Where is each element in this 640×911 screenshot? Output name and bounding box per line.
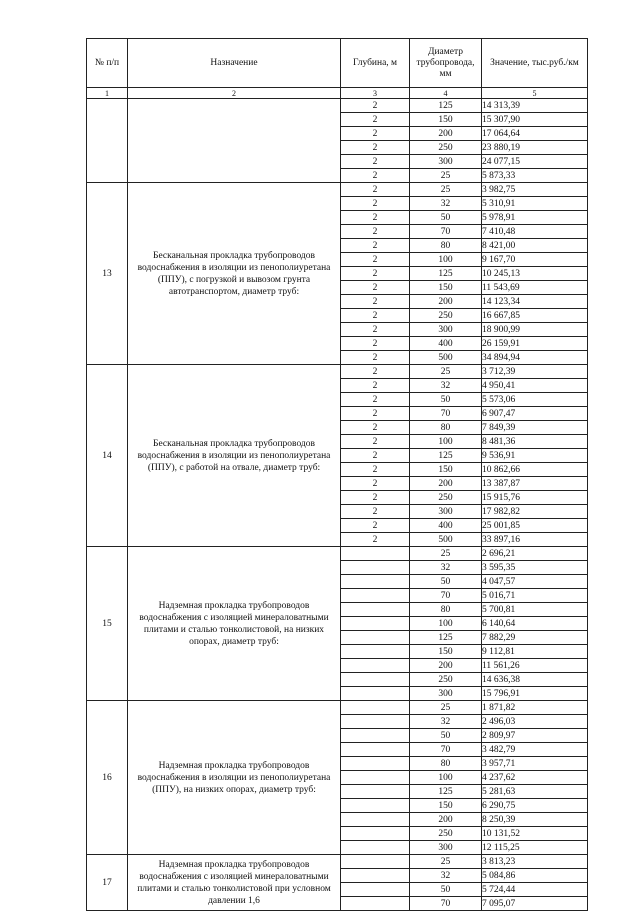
diameter-cell: 300	[410, 841, 482, 855]
value-cell: 26 159,91	[482, 337, 588, 351]
table-row	[87, 183, 588, 197]
diameter-cell: 250	[410, 827, 482, 841]
depth-cell: 2	[341, 99, 410, 113]
depth-cell	[341, 743, 410, 757]
value-cell: 17 982,82	[482, 505, 588, 519]
diameter-cell: 125	[410, 785, 482, 799]
column-index: 5	[482, 88, 588, 99]
value-cell: 24 077,15	[482, 155, 588, 169]
depth-cell	[341, 771, 410, 785]
item-description: Надземная прокладка трубопроводов водоснабжения с изоляцией минераловатными плитами и сталью тонколистовой при условном давлении 1,6	[128, 855, 341, 911]
item-number: 13	[87, 183, 128, 365]
diameter-cell: 150	[410, 463, 482, 477]
column-index: 4	[410, 88, 482, 99]
value-cell: 5 016,71	[482, 589, 588, 603]
depth-cell: 2	[341, 519, 410, 533]
value-cell: 5 084,86	[482, 869, 588, 883]
diameter-cell: 300	[410, 505, 482, 519]
value-cell: 2 696,21	[482, 547, 588, 561]
item-number: 16	[87, 701, 128, 855]
value-cell: 18 900,99	[482, 323, 588, 337]
diameter-cell: 70	[410, 589, 482, 603]
depth-cell	[341, 617, 410, 631]
item-description: Бесканальная прокладка трубопроводов водоснабжения в изоляции из пенополиуретана (ППУ), с погрузкой и вывозом грунта автотранспортом, диаметр труб:	[128, 183, 341, 365]
header-num: № п/п	[87, 39, 128, 88]
diameter-cell: 100	[410, 617, 482, 631]
header-row	[87, 39, 588, 88]
depth-cell: 2	[341, 253, 410, 267]
depth-cell: 2	[341, 505, 410, 519]
depth-cell	[341, 883, 410, 897]
diameter-cell: 250	[410, 309, 482, 323]
depth-cell	[341, 757, 410, 771]
diameter-cell: 50	[410, 211, 482, 225]
column-index: 2	[128, 88, 341, 99]
value-cell: 33 897,16	[482, 533, 588, 547]
depth-cell	[341, 547, 410, 561]
value-cell: 3 482,79	[482, 743, 588, 757]
depth-cell	[341, 855, 410, 869]
value-cell: 5 700,81	[482, 603, 588, 617]
value-cell: 2 496,03	[482, 715, 588, 729]
value-cell: 23 880,19	[482, 141, 588, 155]
depth-cell	[341, 785, 410, 799]
depth-cell	[341, 869, 410, 883]
diameter-cell: 300	[410, 323, 482, 337]
header-value: Значение, тыс.руб./км	[482, 39, 588, 88]
value-cell: 7 882,29	[482, 631, 588, 645]
depth-cell: 2	[341, 393, 410, 407]
depth-cell: 2	[341, 295, 410, 309]
depth-cell: 2	[341, 365, 410, 379]
diameter-cell: 125	[410, 449, 482, 463]
diameter-cell: 32	[410, 561, 482, 575]
value-cell: 25 001,85	[482, 519, 588, 533]
depth-cell: 2	[341, 155, 410, 169]
value-cell: 3 982,75	[482, 183, 588, 197]
item-description: Надземная прокладка трубопроводов водоснабжения в изоляции из пенополиуретана (ППУ), на низких опорах, диаметр труб:	[128, 701, 341, 855]
depth-cell	[341, 631, 410, 645]
item-description	[128, 99, 341, 183]
value-cell: 6 140,64	[482, 617, 588, 631]
depth-cell: 2	[341, 435, 410, 449]
depth-cell: 2	[341, 183, 410, 197]
diameter-cell: 25	[410, 547, 482, 561]
value-cell: 15 796,91	[482, 687, 588, 701]
depth-cell	[341, 827, 410, 841]
depth-cell: 2	[341, 267, 410, 281]
value-cell: 14 313,39	[482, 99, 588, 113]
value-cell: 34 894,94	[482, 351, 588, 365]
diameter-cell: 200	[410, 477, 482, 491]
diameter-cell: 32	[410, 869, 482, 883]
value-cell: 7 849,39	[482, 421, 588, 435]
depth-cell: 2	[341, 309, 410, 323]
depth-cell: 2	[341, 211, 410, 225]
value-cell: 2 809,97	[482, 729, 588, 743]
value-cell: 11 561,26	[482, 659, 588, 673]
value-cell: 8 481,36	[482, 435, 588, 449]
value-cell: 10 245,13	[482, 267, 588, 281]
diameter-cell: 300	[410, 687, 482, 701]
value-cell: 5 310,91	[482, 197, 588, 211]
value-cell: 9 167,70	[482, 253, 588, 267]
value-cell: 5 573,06	[482, 393, 588, 407]
diameter-cell: 25	[410, 701, 482, 715]
diameter-cell: 250	[410, 141, 482, 155]
depth-cell	[341, 603, 410, 617]
depth-cell	[341, 589, 410, 603]
depth-cell: 2	[341, 197, 410, 211]
depth-cell: 2	[341, 463, 410, 477]
diameter-cell: 70	[410, 897, 482, 911]
value-cell: 5 724,44	[482, 883, 588, 897]
depth-cell: 2	[341, 379, 410, 393]
depth-cell: 2	[341, 407, 410, 421]
diameter-cell: 25	[410, 365, 482, 379]
diameter-cell: 70	[410, 407, 482, 421]
depth-cell: 2	[341, 113, 410, 127]
depth-cell: 2	[341, 533, 410, 547]
depth-cell: 2	[341, 141, 410, 155]
table-row	[87, 701, 588, 715]
value-cell: 1 871,82	[482, 701, 588, 715]
value-cell: 5 873,33	[482, 169, 588, 183]
item-number: 14	[87, 365, 128, 547]
value-cell: 3 712,39	[482, 365, 588, 379]
header-diameter: Диаметр трубопровода, мм	[410, 39, 482, 88]
item-description: Надземная прокладка трубопроводов водоснабжения с изоляцией минераловатными плитами и сталью тонколистовой, на низких опорах, диаметр труб:	[128, 547, 341, 701]
diameter-cell: 32	[410, 715, 482, 729]
value-cell: 14 636,38	[482, 673, 588, 687]
value-cell: 10 131,52	[482, 827, 588, 841]
diameter-cell: 200	[410, 295, 482, 309]
depth-cell	[341, 659, 410, 673]
diameter-cell: 25	[410, 855, 482, 869]
depth-cell: 2	[341, 239, 410, 253]
depth-cell: 2	[341, 127, 410, 141]
value-cell: 9 112,81	[482, 645, 588, 659]
table-row	[87, 365, 588, 379]
value-cell: 3 813,23	[482, 855, 588, 869]
depth-cell: 2	[341, 449, 410, 463]
depth-cell: 2	[341, 169, 410, 183]
diameter-cell: 200	[410, 813, 482, 827]
diameter-cell: 80	[410, 421, 482, 435]
value-cell: 7 410,48	[482, 225, 588, 239]
value-cell: 4 950,41	[482, 379, 588, 393]
header-depth: Глубина, м	[341, 39, 410, 88]
value-cell: 15 915,76	[482, 491, 588, 505]
diameter-cell: 125	[410, 631, 482, 645]
value-cell: 13 387,87	[482, 477, 588, 491]
value-cell: 4 047,57	[482, 575, 588, 589]
diameter-cell: 70	[410, 743, 482, 757]
depth-cell	[341, 561, 410, 575]
column-index: 3	[341, 88, 410, 99]
column-index-row	[87, 88, 588, 99]
diameter-cell: 70	[410, 225, 482, 239]
depth-cell: 2	[341, 477, 410, 491]
value-cell: 6 907,47	[482, 407, 588, 421]
value-cell: 4 237,62	[482, 771, 588, 785]
diameter-cell: 150	[410, 645, 482, 659]
diameter-cell: 50	[410, 883, 482, 897]
diameter-cell: 250	[410, 491, 482, 505]
diameter-cell: 300	[410, 155, 482, 169]
depth-cell: 2	[341, 225, 410, 239]
depth-cell	[341, 673, 410, 687]
diameter-cell: 80	[410, 757, 482, 771]
depth-cell: 2	[341, 281, 410, 295]
depth-cell	[341, 813, 410, 827]
table-row	[87, 855, 588, 869]
diameter-cell: 125	[410, 99, 482, 113]
depth-cell: 2	[341, 351, 410, 365]
diameter-cell: 250	[410, 673, 482, 687]
header-purpose: Назначение	[128, 39, 341, 88]
value-cell: 5 978,91	[482, 211, 588, 225]
cost-table	[86, 38, 588, 911]
value-cell: 11 543,69	[482, 281, 588, 295]
diameter-cell: 500	[410, 533, 482, 547]
item-number: 15	[87, 547, 128, 701]
column-index: 1	[87, 88, 128, 99]
diameter-cell: 150	[410, 113, 482, 127]
diameter-cell: 25	[410, 183, 482, 197]
depth-cell: 2	[341, 323, 410, 337]
value-cell: 8 421,00	[482, 239, 588, 253]
depth-cell	[341, 701, 410, 715]
diameter-cell: 400	[410, 519, 482, 533]
diameter-cell: 50	[410, 393, 482, 407]
table-row	[87, 99, 588, 113]
diameter-cell: 100	[410, 253, 482, 267]
diameter-cell: 80	[410, 239, 482, 253]
diameter-cell: 200	[410, 659, 482, 673]
diameter-cell: 200	[410, 127, 482, 141]
value-cell: 14 123,34	[482, 295, 588, 309]
item-description: Бесканальная прокладка трубопроводов водоснабжения в изоляции из пенополиуретана (ППУ), с работой на отвале, диаметр труб:	[128, 365, 341, 547]
diameter-cell: 25	[410, 169, 482, 183]
value-cell: 3 957,71	[482, 757, 588, 771]
diameter-cell: 100	[410, 771, 482, 785]
value-cell: 17 064,64	[482, 127, 588, 141]
value-cell: 15 307,90	[482, 113, 588, 127]
value-cell: 5 281,63	[482, 785, 588, 799]
diameter-cell: 32	[410, 379, 482, 393]
table-body	[87, 99, 588, 911]
table-row	[87, 547, 588, 561]
diameter-cell: 150	[410, 799, 482, 813]
diameter-cell: 50	[410, 729, 482, 743]
value-cell: 12 115,25	[482, 841, 588, 855]
diameter-cell: 125	[410, 267, 482, 281]
depth-cell	[341, 729, 410, 743]
item-number	[87, 99, 128, 183]
value-cell: 3 595,35	[482, 561, 588, 575]
diameter-cell: 400	[410, 337, 482, 351]
value-cell: 6 290,75	[482, 799, 588, 813]
item-number: 17	[87, 855, 128, 911]
value-cell: 16 667,85	[482, 309, 588, 323]
value-cell: 7 095,07	[482, 897, 588, 911]
value-cell: 8 250,39	[482, 813, 588, 827]
value-cell: 10 862,66	[482, 463, 588, 477]
depth-cell: 2	[341, 421, 410, 435]
depth-cell	[341, 575, 410, 589]
value-cell: 9 536,91	[482, 449, 588, 463]
depth-cell: 2	[341, 491, 410, 505]
diameter-cell: 50	[410, 575, 482, 589]
depth-cell	[341, 645, 410, 659]
depth-cell	[341, 687, 410, 701]
depth-cell	[341, 841, 410, 855]
depth-cell	[341, 799, 410, 813]
depth-cell: 2	[341, 337, 410, 351]
diameter-cell: 500	[410, 351, 482, 365]
diameter-cell: 80	[410, 603, 482, 617]
depth-cell	[341, 715, 410, 729]
diameter-cell: 150	[410, 281, 482, 295]
diameter-cell: 100	[410, 435, 482, 449]
diameter-cell: 32	[410, 197, 482, 211]
